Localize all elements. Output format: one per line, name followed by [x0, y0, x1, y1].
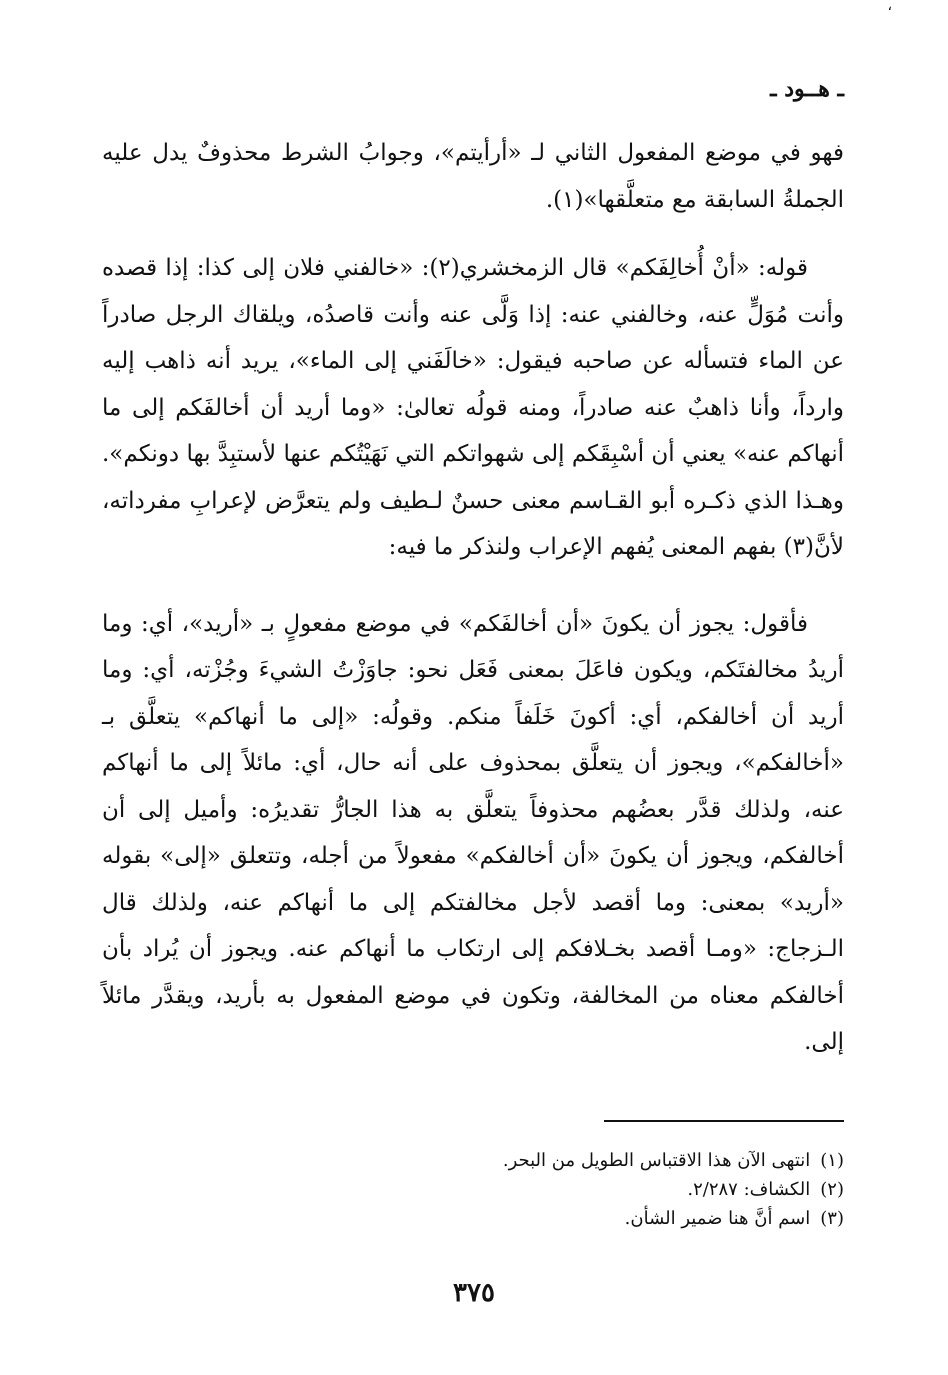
footnote-2	[102, 1175, 844, 1204]
footnote-text: انتهى الآن هذا الاقتباس الطويل من البحر.	[502, 1150, 811, 1171]
footnotes	[102, 1146, 844, 1233]
paragraph-1: فهو في موضع المفعول الثاني لـ «أرأيتم»، وجوابُ الشرط محذوفٌ يدل عليه الجملةُ السابقة مع متعلَّقها»(١).	[102, 140, 844, 213]
footnote-text: اسم أنَّ هنا ضمير الشأن.	[624, 1208, 811, 1229]
footnote-divider	[604, 1120, 844, 1122]
footnote-number: (١)	[820, 1150, 844, 1171]
footnote-number: (٣)	[820, 1208, 844, 1229]
corner-mark: ،	[887, 0, 892, 14]
footnote-3	[102, 1204, 844, 1233]
footnote-1	[102, 1146, 844, 1175]
main-text	[102, 130, 844, 1066]
footnote-number: (٢)	[820, 1179, 844, 1200]
footnote-text: الكشاف: ٢/٢٨٧.	[687, 1179, 811, 1200]
page-number: ٣٧٥	[453, 1278, 495, 1308]
running-head: ـ هــود ـ	[770, 76, 844, 102]
paragraph-2: قوله: «أنْ أُخالِفَكم» قال الزمخشري(٢): «خالفني فلان إلى كذا: إذا قصده وأنت مُوَلٍّ عنه، وخالفني عنه: إذا وَلَّى عنه وأنت قاصدُه، ويلقاك الرجل صادراً عن الماء فتسأله عن صاحبه فيقول: «خالَفَني إلى الماء»، يريد أنه ذاهب إليه وارداً، وأنا ذاهبٌ عنه صادراً، ومنه قولُه تعالىٰ: «وما أريد أن أخالفَكم إلى ما أنهاكم عنه» يعني أن أسْبِقَكم إلى شهواتكم التي نَهَيْتُكم عنها لأستبِدَّ بها دونكم». وهـذا الذي ذكـره أبو القـاسم معنى حسنٌ لـطيف ولم يتعرَّض لإعرابِ مفرداته، لأنَّ(٣) بفهم المعنى يُفهم الإعراب ولنذكر ما فيه:	[102, 255, 844, 560]
paragraph-3: فأقول: يجوز أن يكونَ «أن أخالفَكم» في موضع مفعولٍ بـ «أريد»، أي: وما أريدُ مخالفتَكم، ويكون فاعَلَ بمعنى فَعَل نحو: جاوَزْتُ الشيءَ وجُزْته، أي: وما أريد أن أخالفكم، أي: أكونَ خَلَفاً منكم. وقولُه: «إلى ما أنهاكم» يتعلَّق بـ «أخالفكم»، ويجوز أن يتعلَّق بمحذوف على أنه حال، أي: مائلاً إلى ما أنهاكم عنه، ولذلك قدَّر بعضُهم محذوفاً يتعلَّق به هذا الجارُّ تقديرُه: وأميل إلى أن أخالفكم، ويجوز أن يكونَ «أن أخالفكم» مفعولاً من أجله، وتتعلق «إلى» بقوله «أريد» بمعنى: وما أقصد لأجل مخالفتكم إلى ما أنهاكم عنه، ولذلك قال الـزجاج: «ومـا أقصد بخـلافكم إلى ارتكاب ما أنهاكم عنه. ويجوز أن يُراد بأن أخالفكم معناه من المخالفة، وتكون في موضع المفعول به بأريد، ويقدَّر مائلاً إلى.	[102, 610, 844, 1055]
